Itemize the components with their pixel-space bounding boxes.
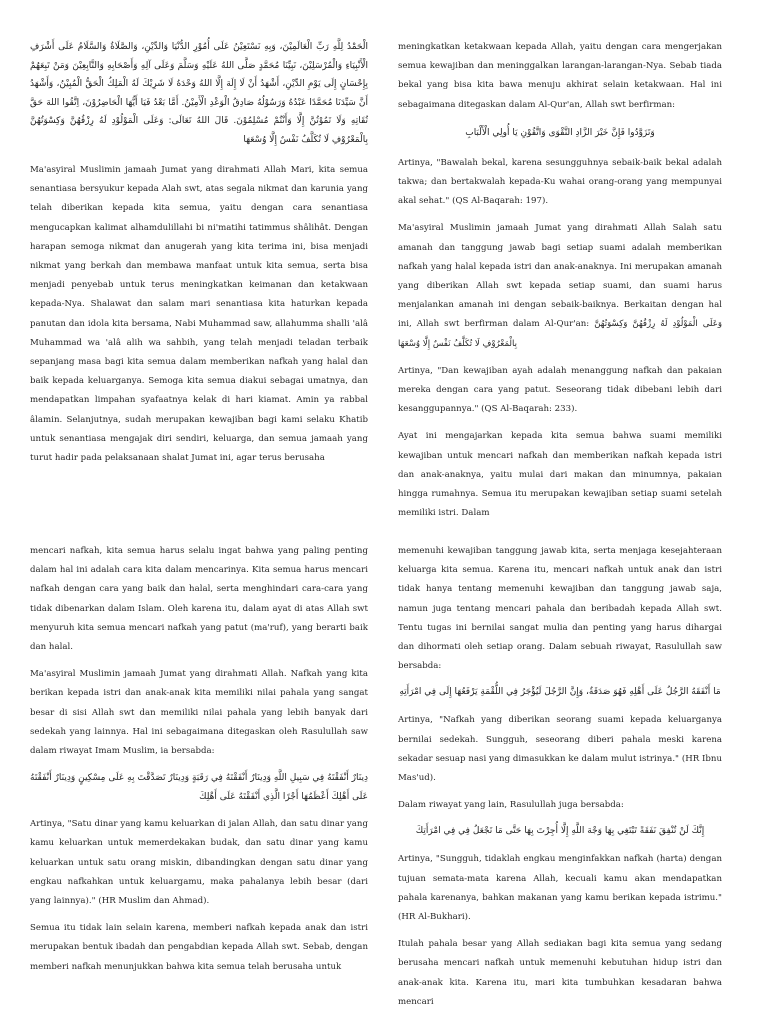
arabic-hadith: مَا أَنْفَقَهُ الرَّجُلُ عَلَى أَهْلِهِ فَهُوَ صَدَقَةٌ، وَإِنَّ الرَّجُلَ لَيُؤْجَرُ فِي اللُّقْمَةِ يَرْفَعُهَا إِلَى فِي امْرَأَتِهِ: [399, 687, 721, 698]
paragraph: mencari nafkah, kita semua harus selalu ingat bahwa yang paling penting dalam hal ini adalah cara kita dalam mencarinya. Kita semua harus mencari nafkah dengan cara yang baik dan halal, serta menghindari cara-cara yang tidak dibenarkan dalam Islam. Oleh karena itu, dalam ayat di atas Allah swt menyuruh kita semua mencari nafkah yang patut (ma'ruf), yang berarti baik dan halal.: [30, 546, 368, 653]
paragraph: Artinya, "Sungguh, tidaklah engkau menginfakkan nafkah (harta) dengan tujuan semata-mata karena Allah, kecuali kamu akan mendapatkan pahala karenanya, bahkan makanan yang kamu berikan kepada istrimu." (HR Al-Bukhari).: [398, 854, 722, 923]
top-left-column: [30, 38, 368, 476]
paragraph: Artinya, "Nafkah yang diberikan seorang suami kepada keluarganya bernilai sedekah. Sungguh, seseorang diberi pahala meski karena sekadar sesuap nasi yang dimasukkan ke dalam mulut istrinya." (HR Ibnu Mas'ud).: [398, 715, 722, 784]
paragraph: meningkatkan ketakwaan kepada Allah, yaitu dengan cara mengerjakan semua kewajiban dan meninggalkan larangan-larangan-Nya. Sebab tiada bekal yang bisa kita bawa menuju akhirat selain ketakwaan. Hal ini sebagaimana ditegaskan dalam Al-Qur'an, Allah swt berfirman:: [398, 42, 722, 110]
paragraph: Semua itu tidak lain selain karena, memberi nafkah kepada anak dan istri merupakan bentuk ibadah dan pengabdian kepada Allah swt. Sebab, dengan memberi nafkah menunjukkan bahwa kita semua telah berusaha untuk: [30, 923, 368, 972]
paragraph: Ayat ini mengajarkan kepada kita semua bahwa suami memiliki kewajiban untuk mencari nafkah dan memberikan nafkah kepada istri dan anak-anaknya, yaitu mulai dari makan dan minumnya, pakaian hingga rumahnya. Semua itu merupakan kewajiban setiap suami setelah memiliki istri. Dalam: [398, 431, 722, 519]
paragraph: Ma'asyiral Muslimin jamaah Jumat yang dirahmati Allah. Nafkah yang kita berikan kepada istri dan anak-anak kita memiliki nilai pahala yang sangat besar di sisi Allah swt dan memiliki nilai pahala yang lebih banyak dari sedekah yang lainnya. Hal ini sebagaimana ditegaskan oleh Rasulullah saw dalam riwayat Imam Muslim, ia bersabda:: [30, 669, 368, 757]
arabic-opening: الْحَمْدُ لِلَّهِ رَبِّ الْعَالَمِيْنَ، وَبِهِ نَسْتَعِيْنُ عَلَى أُمُوْرِ الدُّنْيَا وَالدِّيْنِ، وَالصَّلَاةُ وَالسَّلَامُ عَلَى أَشْرَفِ الْأَنْبِيَاءِ وَالْمُرْسَلِيْنَ، نَبِيِّنَا مُحَمَّدٍ صَلَّى اللهُ عَلَيْهِ وَسَلَّمَ وَعَلَى آلِهِ وَأَصْحَابِهِ وَالتَّابِعِيْنَ وَمَنْ تَبِعَهُمْ بِإِحْسَانٍ إِلَى يَوْمِ الدِّيْنِ، أَشْهَدُ أَنْ لَا إِلَهَ إِلَّا اللهُ وَحْدَهُ لَا شَرِيْكَ لَهُ الْمَلِكُ الْحَقُّ الْمُبِيْنُ، وَأَشْهَدُ أَنَّ سَيِّدَنَا مُحَمَّدًا عَبْدُهُ وَرَسُوْلُهُ صَادِقُ الْوَعْدِ الْأَمِيْنُ. أَمَّا بَعْدُ فَيَا أَيُّهَا الْحَاضِرُوْنَ، اِتَّقُوا اللهَ حَقَّ تُقَاتِهِ وَلَا تَمُوْتُنَّ إِلَّا وَأَنْتُمْ مُسْلِمُوْنَ. قَالَ اللهُ تَعَالَى: وَعَلَى الْمَوْلُوْدِ لَهُ رِزْقُهُنَّ وَكِسْوَتُهُنَّ بِالْمَعْرُوْفِ لَا تُكَلَّفُ نَفْسٌ إِلَّا وُسْعَهَا: [30, 42, 368, 145]
paragraph: memenuhi kewajiban tanggung jawab kita, serta menjaga kesejahteraan keluarga kita semua. Karena itu, mencari nafkah untuk anak dan istri tidak hanya tentang memenuhi kewajiban dan tanggung jawab saja, namun juga tentang mencari pahala dan beribadah kepada Allah swt. Tentu tugas ini bernilai sangat mulia dan penting yang harus dihargai dan dihormati oleh setiap orang. Dalam sebuah riwayat, Rasulullah saw bersabda:: [398, 546, 722, 672]
page-bottom-half: [0, 512, 768, 1024]
paragraph: Artinya, "Bawalah bekal, karena sesungguhnya sebaik-baik bekal adalah takwa; dan bertakwalah kepada-Ku wahai orang-orang yang mempunyai akal sehat." (QS Al-Baqarah: 197).: [398, 157, 722, 207]
top-right-column: [398, 38, 722, 531]
paragraph: [398, 219, 722, 353]
bottom-right-column: [398, 542, 722, 1020]
paragraph: Artinya, "Dan kewajiban ayah adalah menanggung nafkah dan pakaian mereka dengan cara yang patut. Seseorang tidak dibebani lebih dari kesanggupannya." (QS Al-Baqarah: 233).: [398, 365, 722, 415]
paragraph: Dalam riwayat yang lain, Rasulullah juga bersabda:: [398, 800, 624, 811]
paragraph-text: Ma'asyiral Muslimin jamaah Jumat yang dirahmati Allah Salah satu amanah dan tanggung jawab bagi setiap suami adalah memberikan nafkah yang halal kepada istri dan anak-anaknya. Ini merupakan amanah yang diberikan Allah swt kepada setiap suami, dan suami harus menjalankan amanah ini dengan sebaik-baiknya. Berkaitan dengan hal ini, Allah swt berfirman dalam Al-Qur'an:: [398, 223, 722, 330]
arabic-hadith: دِينَارٌ أَنْفَقْتَهُ فِي سَبِيلِ اللَّهِ وَدِينَارٌ أَنْفَقْتَهُ فِي رَقَبَةٍ وَدِينَارٌ تَصَدَّقْتَ بِهِ عَلَى مِسْكِينٍ وَدِينَارٌ أَنْفَقْتَهُ عَلَى أَهْلِكَ أَعْظَمُهَا أَجْرًا الَّذِي أَنْفَقْتَهُ عَلَى أَهْلِكَ: [30, 773, 368, 803]
arabic-hadith: إِنَّكَ لَنْ تُنْفِقَ نَفَقَةً تَبْتَغِي بِهَا وَجْهَ اللَّهِ إِلَّا أُجِرْتَ بِهَا حَتَّى مَا تَجْعَلُ فِي فِي امْرَأَتِكَ: [415, 826, 705, 837]
paragraph: Itulah pahala besar yang Allah sediakan bagi kita semua yang sedang berusaha mencari nafkah untuk memenuhi kebutuhan hidup istri dan anak-anak kita. Karena itu, mari kita tumbuhkan kesadaran bahwa mencari: [398, 939, 722, 1007]
arabic-verse: وَتَزَوَّدُوا فَإِنَّ خَيْرَ الزَّادِ التَّقْوَى وَاتَّقُوْنِ يَا أُولِي الْأَلْبَابِ: [465, 127, 655, 138]
arabic-inline-verse: وَعَلَى الْمَوْلُوْدِ لَهُ رِزْقُهُنَّ وَكِسْوَتُهُنَّ بِالْمَعْرُوْفِ لَا تُكَلَّفُ نَفْسٌ إِلَّا وُسْعَهَا: [398, 319, 723, 349]
bottom-left-column: [30, 542, 368, 985]
paragraph: Ma'asyiral Muslimin jamaah Jumat yang dirahmati Allah Mari, kita semua senantiasa bersyukur kepada Alah swt, atas segala nikmat dan karunia yang telah diberikan kepada kita semua, yaitu dengan cara senantiasa mengucapkan kalimat alhamdulillahi bi ni'matihi tatimmus shâlihât. Dengan harapan semoga nikmat dan anugerah yang kita terima ini, bisa menjadi nikmat yang berkah dan membawa manfaat untuk kita semua, serta bisa menjadi penyebab untuk terus meningkatkan keimanan dan ketakwaan kepada-Nya. Shalawat dan salam mari senantiasa kita haturkan kepada panutan dan idola kita bersama, Nabi Muhammad saw, allahumma shalli 'alâ Muhammad wa 'alâ alih wa sahbih, yang telah menjadi teladan terbaik sepanjang masa bagi kita semua dalam memberikan nafkah yang halal dan baik kepada keluarganya. Semoga kita semua diakui sebagai umatnya, dan mendapatkan limpahan syafaatnya kelak di hari kiamat. Amin ya rabbal âlamin. Selanjutnya, sudah merupakan kewajiban bagi kami selaku Khatib untuk senantiasa mengajak diri sendiri, keluarga, dan semua jamaah yang turut hadir pada pelaksanaan shalat Jumat ini, agar terus berusaha: [30, 165, 368, 464]
paragraph: Artinya, "Satu dinar yang kamu keluarkan di jalan Allah, dan satu dinar yang kamu keluarkan untuk memerdekakan budak, dan satu dinar yang kamu keluarkan untuk satu orang miskin, dibandingkan dengan satu dinar yang engkau nafkahkan untuk keluargamu, maka pahalanya lebih besar (dari yang lainnya)." (HR Muslim dan Ahmad).: [30, 819, 368, 907]
